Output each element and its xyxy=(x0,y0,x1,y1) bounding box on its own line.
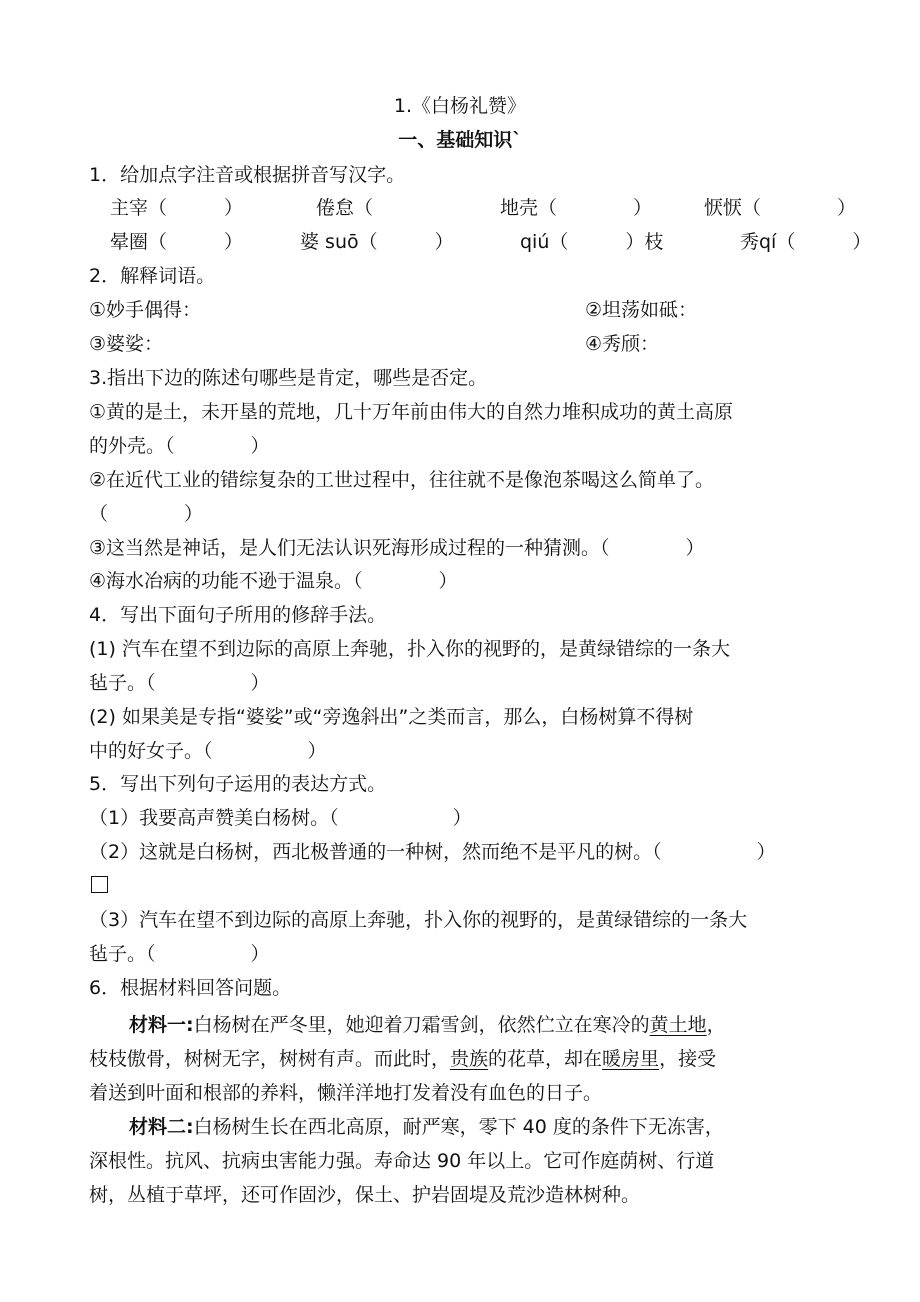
material-2-label: 材料二: xyxy=(129,1116,194,1138)
q3-item: ②在近代工业的错综复杂的工世过程中，往往就不是像泡茶喝这么简单了。 xyxy=(89,469,715,491)
q1-item: 秀qí（ ） xyxy=(740,231,872,253)
underlined-word: 贵族 xyxy=(450,1048,489,1070)
material-2-line xyxy=(129,1114,724,1140)
q3-item: 的外壳。（ ） xyxy=(89,435,270,457)
q4-item: 中的好女子。（ ） xyxy=(89,740,327,762)
material-1-line xyxy=(89,1046,716,1072)
q1-item: qiú（ ）枝 xyxy=(520,231,664,253)
q4-heading: 4．写出下面句子所用的修辞手法。 xyxy=(89,604,387,626)
material-text: ， xyxy=(706,1014,726,1036)
q5-item: （2）这就是白杨树，西北极普通的一种树，然而绝不是平凡的树。（ ） xyxy=(89,841,776,863)
section-heading: 一、基础知识` xyxy=(398,129,522,151)
material-text: 枝枝傲骨，树树无字，树树有声。而此时， xyxy=(89,1048,451,1070)
q4-item: (1) 汽车在望不到边际的高原上奔驰，扑入你的视野的，是黄绿错综的一条大 xyxy=(89,638,730,660)
q1-item: 恹恹（ ） xyxy=(704,197,857,219)
q5-item: （1）我要高声赞美白杨树。（ ） xyxy=(89,807,472,829)
q5-heading: 5．写出下列句子运用的表达方式。 xyxy=(89,773,387,795)
q5-item: 毡子。（ ） xyxy=(89,943,270,965)
material-1-label: 材料一: xyxy=(129,1014,194,1036)
q1-item: 晕圈（ ） xyxy=(110,231,244,253)
q4-item: (2) 如果美是专指“婆娑”或“旁逸斜出”之类而言，那么，白杨树算不得树 xyxy=(89,706,694,728)
material-1-line xyxy=(129,1012,726,1038)
material-2-line: 深根性。抗风、抗病虫害能力强。寿命达 90 年以上。它可作庭荫树、行道 xyxy=(89,1150,715,1172)
material-2-line: 树，丛植于草坪，还可作固沙，保土、护岩固堤及荒沙造林树种。 xyxy=(89,1184,641,1206)
checkbox-square-icon[interactable] xyxy=(91,876,108,893)
q1-item: 主宰（ ） xyxy=(110,197,244,219)
q1-item: 倦怠（ xyxy=(316,197,374,219)
q3-heading: 3.指出下边的陈述句哪些是肯定，哪些是否定。 xyxy=(89,367,488,389)
q2-item: ③婆娑： xyxy=(89,333,164,355)
q5-item: （3）汽车在望不到边际的高原上奔驰，扑入你的视野的，是黄绿错综的一条大 xyxy=(89,909,748,931)
underlined-word: 暖房里 xyxy=(602,1048,660,1070)
q2-heading: 2．解释词语。 xyxy=(89,265,216,287)
material-text: ，接受 xyxy=(659,1048,717,1070)
q2-item: ④秀颀： xyxy=(585,333,660,355)
q2-item: ①妙手偶得： xyxy=(89,299,202,321)
q3-item: ③这当然是神话，是人们无法认识死海形成过程的一种猜测。（ ） xyxy=(89,537,705,559)
material-1-line: 着送到叶面和根部的养料，懒洋洋地打发着没有血色的日子。 xyxy=(89,1082,603,1104)
underlined-word: 黄土地 xyxy=(649,1014,707,1036)
q1-item: 地壳（ ） xyxy=(500,197,653,219)
q1-item: 婆 suō（ ） xyxy=(300,231,454,253)
q3-item: ①黄的是土，未开垦的荒地，几十万年前由伟大的自然力堆积成功的黄土高原 xyxy=(89,401,734,423)
q3-item: （ ） xyxy=(89,503,204,525)
material-text: 的花草，却在 xyxy=(488,1048,603,1070)
document-title: 1.《白杨礼赞》 xyxy=(393,95,527,117)
q4-item: 毡子。（ ） xyxy=(89,672,270,694)
q2-item: ②坦荡如砥： xyxy=(585,299,698,321)
q1-heading: 1．给加点字注音或根据拼音写汉字。 xyxy=(89,164,406,186)
q6-heading: 6．根据材料回答问题。 xyxy=(89,977,292,999)
q3-item: ④海水冶病的功能不逊于温泉。（ ） xyxy=(89,570,458,592)
material-text: 白杨树在严冬里，她迎着刀霜雪剑，依然伫立在寒冷的 xyxy=(193,1014,650,1036)
material-text: 白杨树生长在西北高原，耐严寒，零下 40 度的条件下无冻害， xyxy=(193,1116,724,1138)
